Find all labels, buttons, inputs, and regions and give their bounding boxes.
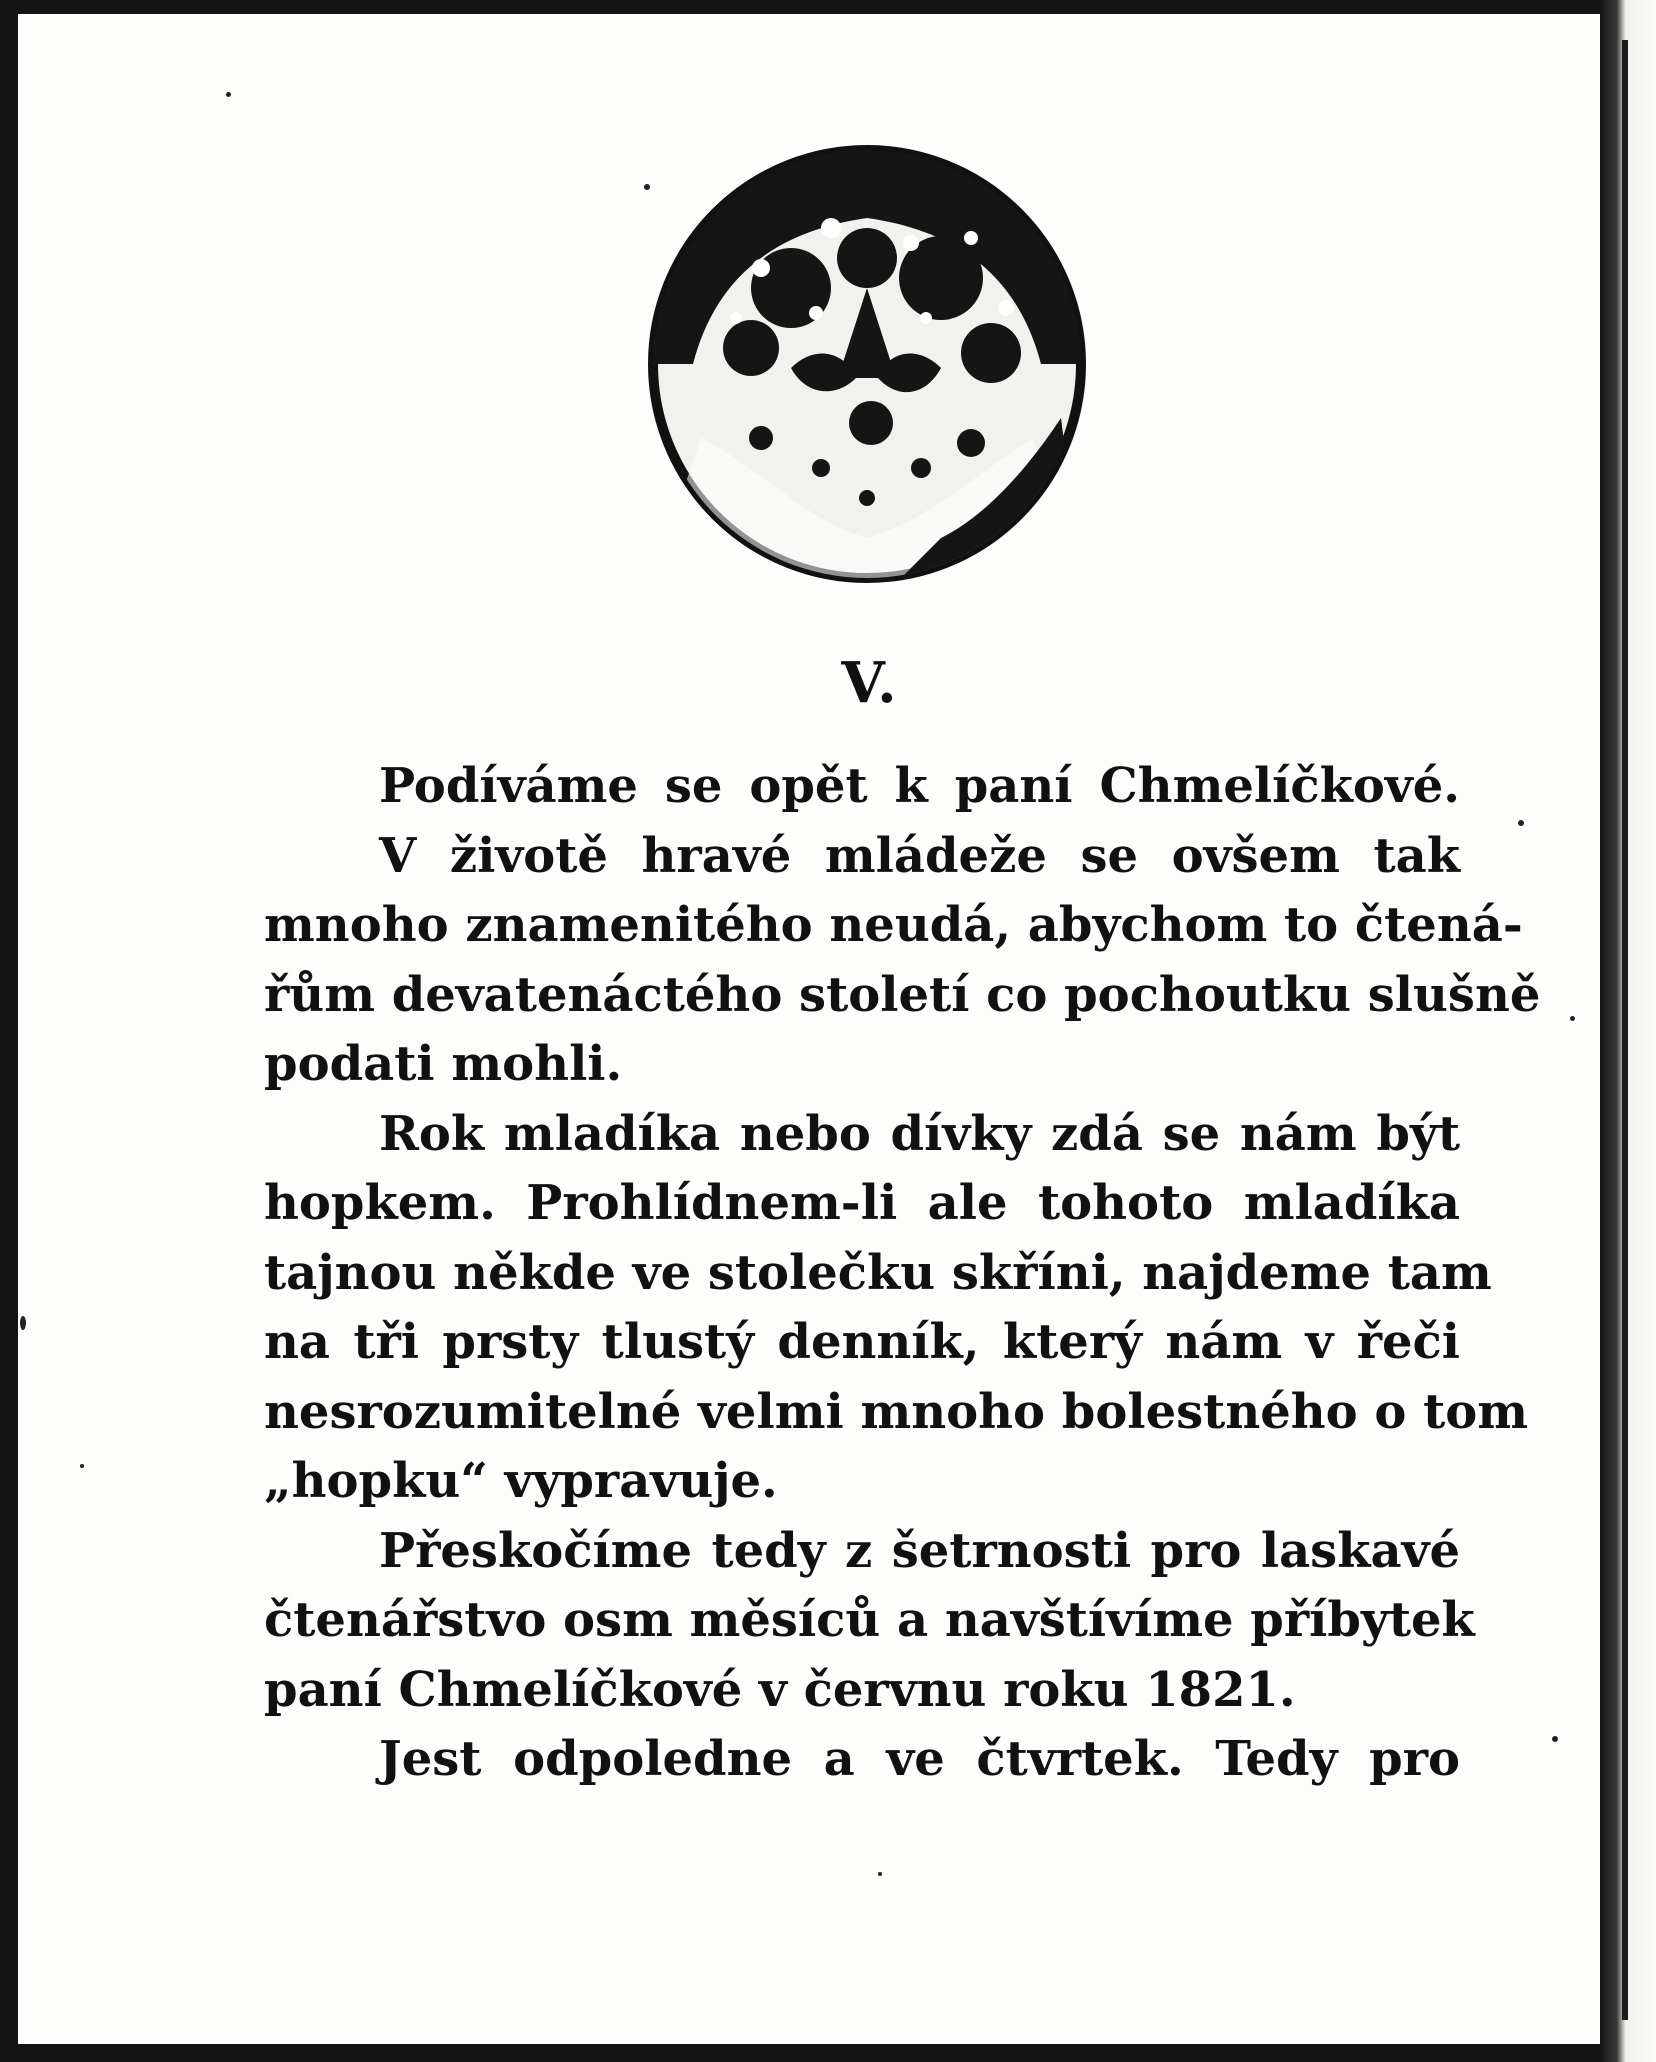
text-line: V životě hravé mládeže se ovšem tak — [379, 827, 1460, 884]
book-spine-edge — [1600, 0, 1656, 2062]
print-speck — [226, 92, 231, 97]
round-vignette-ornament-icon — [641, 138, 1093, 590]
text-line: mnoho znamenitého neudá, abychom to čtená- — [264, 897, 1523, 953]
text-line: řům devatenáctého století co pochoutku slušně — [264, 966, 1541, 1023]
text-line: Rok mladíka nebo dívky zdá se nám být — [379, 1105, 1460, 1162]
text-line: Podíváme se opět k paní Chmelíčkové. — [379, 758, 1460, 814]
text-line: podati mohli. — [264, 1036, 623, 1092]
print-speck — [1552, 1736, 1558, 1742]
text-line: Jest odpoledne a ve čtvrtek. Tedy pro — [379, 1731, 1460, 1787]
chapter-heading: V. — [841, 650, 899, 716]
print-speck — [1570, 1016, 1575, 1021]
print-speck — [644, 184, 650, 190]
print-speck — [80, 1464, 84, 1468]
text-line: nesrozumitelné velmi mnoho bolestného o tom — [264, 1383, 1529, 1440]
text-line: čtenářstvo osm měsíců a navštívíme příbytek — [264, 1592, 1475, 1648]
print-speck — [20, 1316, 26, 1330]
text-line: na tři prsty tlustý denník, který nám v řeči — [264, 1314, 1460, 1370]
body-text — [264, 752, 1541, 1795]
print-speck — [878, 1872, 882, 1876]
print-speck — [1518, 820, 1524, 826]
text-line: tajnou někde ve stolečku skříni, najdeme tam — [264, 1244, 1492, 1301]
text-line: „hopku“ vypravuje. — [264, 1453, 778, 1509]
text-line: hopkem. Prohlídnem-li ale tohoto mladíka — [264, 1175, 1460, 1231]
text-line: Přeskočíme tedy z šetrnosti pro laskavé — [379, 1522, 1460, 1579]
text-line: paní Chmelíčkové v červnu roku 1821. — [264, 1661, 1296, 1718]
